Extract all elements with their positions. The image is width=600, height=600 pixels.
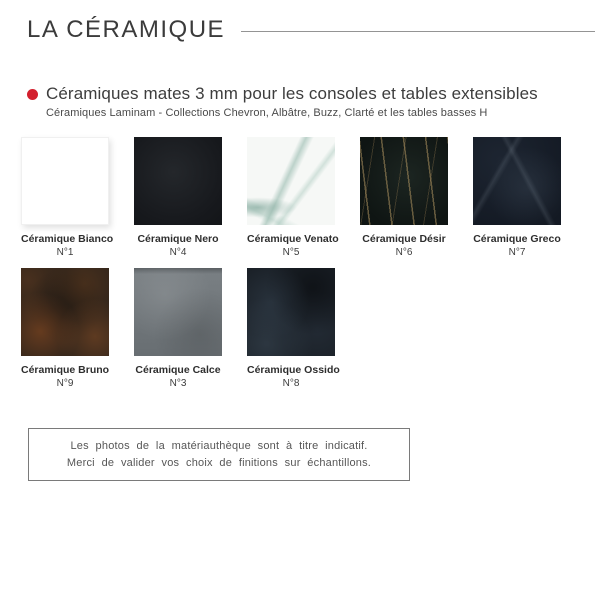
disclaimer-line-1: Les photos de la matériauthèque sont à titre indicatif. (70, 440, 368, 452)
title-rule (241, 31, 595, 32)
disclaimer-note (28, 428, 410, 481)
swatch-image-venato (247, 137, 335, 225)
swatch-number: N°6 (395, 247, 413, 258)
swatch-row-1 (0, 137, 600, 258)
swatch-item-venato (247, 137, 339, 258)
swatch-image-calce (134, 268, 222, 356)
swatch-image-nero (134, 137, 222, 225)
swatch-image-greco (473, 137, 561, 225)
swatch-number: N°9 (56, 378, 74, 389)
section-ceramiques-mates (0, 84, 600, 119)
swatch-image-bruno (21, 268, 109, 356)
page-header (0, 0, 600, 44)
swatch-number: N°4 (169, 247, 187, 258)
swatch-name: Céramique Désir (362, 233, 446, 245)
swatch-name: Céramique Bianco (21, 233, 114, 245)
swatch-item-greco (473, 137, 561, 258)
section-heading: Céramiques mates 3 mm pour les consoles et tables extensibles (46, 84, 538, 103)
swatch-item-nero (134, 137, 222, 258)
swatch-item-bianco (21, 137, 114, 258)
disclaimer-line-2: Merci de valider vos choix de finitions sur échantillons. (66, 457, 372, 469)
swatch-name: Céramique Calce (135, 364, 221, 376)
swatch-item-ossido (247, 268, 340, 389)
swatch-name: Céramique Ossido (247, 364, 340, 376)
swatch-number: N°1 (56, 247, 74, 258)
swatch-item-bruno (21, 268, 109, 389)
swatch-number: N°8 (282, 378, 300, 389)
section-head (27, 84, 600, 104)
page-title: LA CÉRAMIQUE (27, 16, 226, 43)
swatch-number: N°7 (508, 247, 526, 258)
swatch-name: Céramique Greco (473, 233, 561, 245)
swatch-image-ossido (247, 268, 335, 356)
swatch-item-desir (360, 137, 448, 258)
swatch-number: N°3 (169, 378, 187, 389)
swatch-image-desir (360, 137, 448, 225)
swatch-item-calce (134, 268, 222, 389)
red-bullet-icon (27, 89, 38, 100)
swatch-name: Céramique Nero (137, 233, 219, 245)
swatch-row-2 (0, 268, 600, 389)
swatch-image-bianco (21, 137, 109, 225)
swatch-name: Céramique Venato (247, 233, 339, 245)
swatch-number: N°5 (282, 247, 300, 258)
section-subheading: Céramiques Laminam - Collections Chevron, Albâtre, Buzz, Clarté et les tables basses H (46, 107, 488, 119)
swatch-name: Céramique Bruno (21, 364, 110, 376)
